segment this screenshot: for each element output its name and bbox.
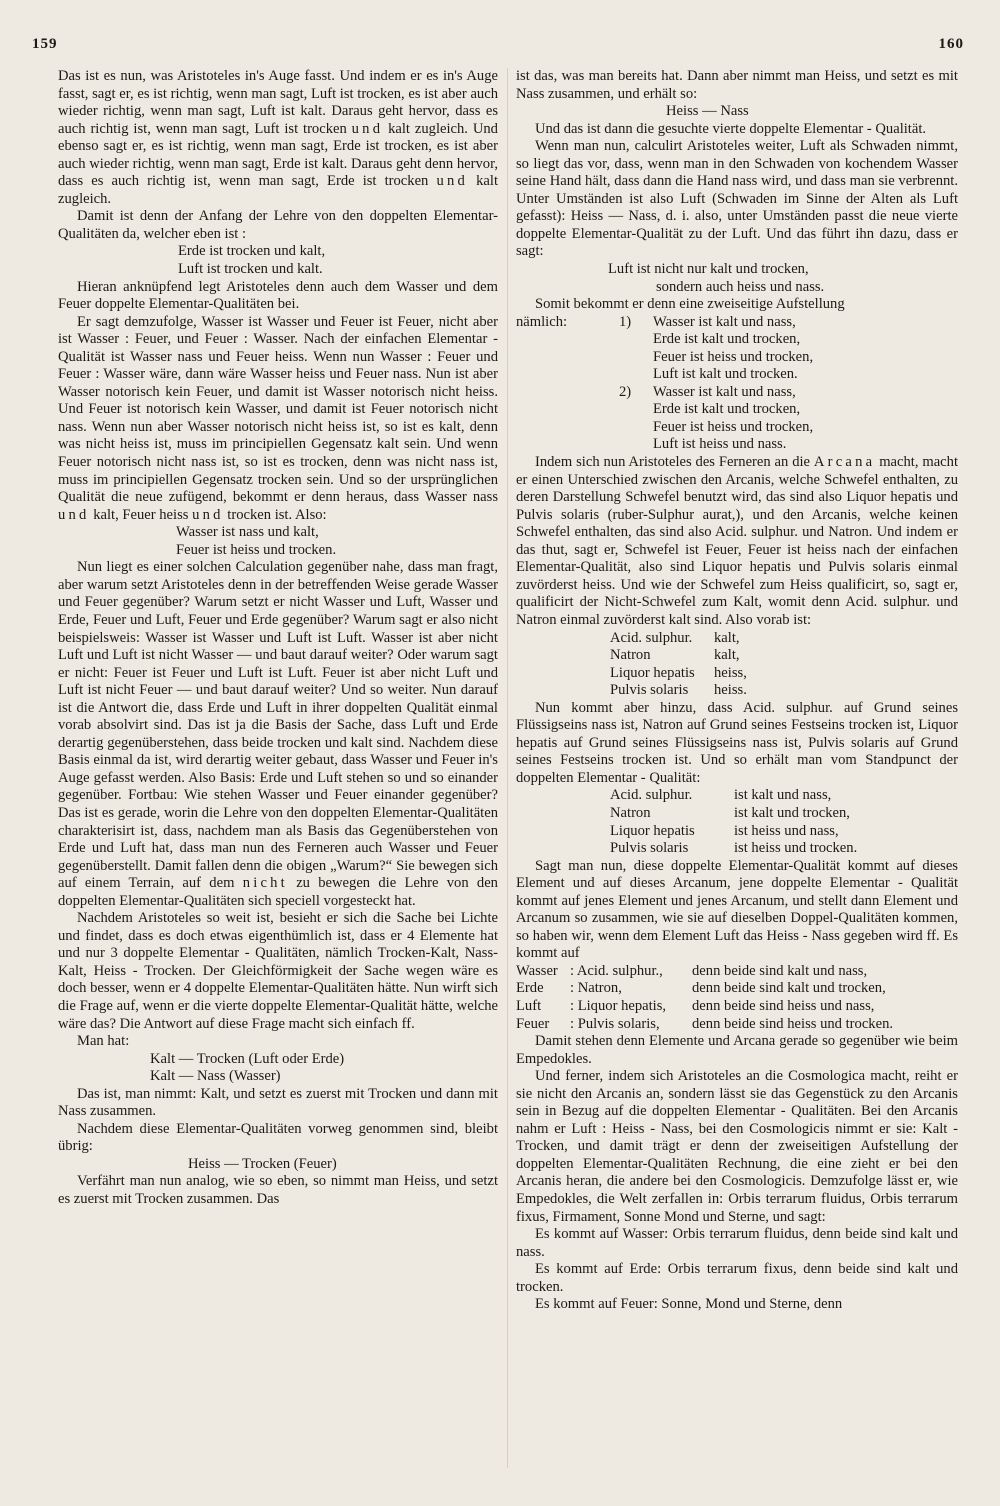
table-cell: : Acid. sulphur., [570, 962, 663, 979]
verse-line: Feuer ist heiss und trocken. [176, 541, 337, 558]
table-cell: ist kalt und nass, [734, 787, 832, 804]
list-number: 2) [619, 383, 632, 400]
paragraph: Nun liegt es einer solchen Calculation gegenüber nahe, dass man fragt, aber warum setzt Aristoteles denn in der betreffenden Weise gerade Wasser und Feuer gegenüber? Warum setzt er nicht Wasser und Luft, Wasser und Erde, Feuer und Luft, Feuer und Erde gegenüber? Warum sagt er also nicht beispielsweis: Wasser ist Wasser und Luft ist Luft. Wasser ist aber nicht Luft und Luft ist nicht Wasser — und baut darauf weiter? Oder warum sagt er nicht: Feuer ist Feuer und Luft ist Luft. Feuer ist aber nicht Luft und Luft ist nicht Feuer — und baut darauf weiter? Und so weiter. Nun darauf ist die Antwort die, dass Erde und Luft in ihrer doppelten Qualität einmal vorab absolvirt sind. Das ist ja die Basis der Sache, dass Luft und Erde derartig gegenüberstehen, dass beide trocken und kalt sind. Nachdem diese Basis einmal da ist, wird derartig weiter gebaut, dass Wasser und Feuer in's Auge gefasst werden. Also Basis: Erde und Luft stehen so und so einander gegenüber. Fortbau: Wie stehen Wasser und Feuer einander gegenüber? Das ist es gerade, worin die Lehre von den doppelten Elementar-Qualitäten charakterisirt ist, dass, nachdem man als Basis das Gegenüberstehen von Erde und Luft hat, dass man nun des Ferneren auch Wasser und Feuer gegenüberstellt. Damit fallen denn die obigen „Warum?“ Sie bewegen sich auf einem Terrain, auf dem nicht zu bewegen die Lehre von den doppelten Elementar-Qualitäten sich speciell vorgesteckt hat. [58, 559, 498, 909]
table-cell: : Pulvis solaris, [570, 1015, 660, 1032]
table-cell: denn beide sind kalt und nass, [692, 962, 868, 979]
spaced-emphasis: und [351, 120, 384, 137]
spaced-emphasis: Arcana [813, 454, 876, 471]
paragraph: Es kommt auf Feuer: Sonne, Mond und Sterne, denn [534, 1296, 843, 1313]
table-doppelte-qualitaet [610, 787, 857, 857]
table-cell: Natron [610, 804, 651, 821]
paragraph: Sagt man nun, diese doppelte Elementar-Qualität kommt auf dieses Element und auf dieses Arcanum, jene doppelte Elementar - Qualität kommt auf jenes Element und jenes Arcanum, und stellt dann Element und Arcanum so zusammen, wie sie auf dieselben Doppel-Qualitäten kommen, so haben wir, wenn dem Element Luft das Heiss - Nass gegeben wird ff. Es kommt auf [516, 857, 958, 962]
list-item: Wasser ist kalt und nass, [653, 313, 796, 330]
paragraph: Es kommt auf Erde: Orbis terrarum fixus, denn beide sind kalt und trocken. [516, 1261, 958, 1295]
page-number-left: 159 [32, 36, 58, 52]
list-item: Luft ist kalt und trocken. [653, 366, 798, 383]
table-element-arcanum [516, 963, 893, 1033]
table-cell: : Liquor hepatis, [570, 997, 667, 1014]
list-item: Luft ist heiss und nass. [653, 436, 787, 453]
paragraph: ist das, was man bereits hat. Dann aber nimmt man Heiss, und setzt es mit Nass zusammen, und erhält so: [516, 68, 958, 102]
list-item: Feuer ist heiss und trocken, [653, 348, 814, 365]
paragraph: Er sagt demzufolge, Wasser ist Wasser und Feuer ist Feuer, nicht aber ist Wasser : Feuer, und Feuer : Wasser. Nach der einfachen Elementar - Qualität ist Wasser nass und Feuer heiss. Wenn nun Wasser : Feuer und Feuer : Wasser wäre, dann wäre Wasser heiss und Feuer nass. Nun ist aber Wasser notorisch kein Feuer, und damit ist Wasser notorisch nicht heiss. Und Feuer ist notorisch kein Wasser, und damit ist Feuer notorisch nicht nass. Wenn nun aber Wasser notorisch nicht heiss ist, so ist es kalt, denn was nicht heiss ist, muss im principiellen Gegensatz kalt sein. Und wenn Feuer notorisch nicht nass ist, so ist es trocken, denn was nicht nass ist, muss im principiellen Gegensatz trocken sein. Und so der ursprünglichen Qualität die neue zufügend, bekommt er denn heraus, dass Wasser nass und kalt, Feuer heiss und trocken ist. Also: [58, 313, 498, 523]
table-cell: Liquor hepatis [610, 822, 695, 839]
table-cell: Pulvis solaris [610, 682, 689, 699]
paragraph: Hieran anknüpfend legt Aristoteles denn auch dem Wasser und dem Feuer doppelte Elementar-Qualitäten bei. [58, 278, 498, 313]
paragraph: Und das ist dann die gesuchte vierte doppelte Elementar - Qualität. [534, 120, 927, 137]
table-cell: ist heiss und trocken. [734, 840, 858, 857]
list-item: Wasser ist kalt und nass, [653, 383, 796, 400]
verse-line: Erde ist trocken und kalt, [178, 243, 326, 260]
verse-line: sondern auch heiss und nass. [656, 278, 825, 295]
table-cell: kalt, [714, 629, 740, 646]
list-label: nämlich: [516, 313, 568, 330]
paragraph: Verfährt man nun analog, wie so eben, so nimmt man Heiss, und setzt es zuerst mit Trocken zusammen. Das [58, 1173, 498, 1207]
left-column [58, 68, 498, 1209]
list-item: Erde ist kalt und trocken, [653, 401, 801, 418]
table-cell: Acid. sulphur. [610, 787, 693, 804]
table-cell: Luft [516, 997, 542, 1014]
paragraph: Das ist es nun, was Aristoteles in's Auge fasst. Und indem er es in's Auge fasst, sagt er, es ist richtig, wenn man sagt, Luft ist trocken, es ist aber auch wieder richtig, wenn man sagt, Luft ist kalt. Daraus geht hervor, dass es auch richtig ist, wenn man sagt, Luft ist trocken und kalt zugleich. Und ebenso sagt er, es ist richtig, wenn man sagt, Erde ist trocken, es ist aber auch wieder richtig, wenn man sagt, Erde ist kalt. Daraus geht denn hervor, dass es auch richtig ist, wenn man sagt, Erde ist trocken und kalt zugleich. [58, 68, 498, 207]
table-cell: denn beide sind heiss und nass, [692, 997, 875, 1014]
table-cell: denn beide sind kalt und trocken, [692, 980, 886, 997]
paragraph: Das ist, man nimmt: Kalt, und setzt es zuerst mit Trocken und dann mit Nass zusammen. [58, 1085, 498, 1120]
page-number-right: 160 [938, 36, 964, 52]
table-cell: heiss. [714, 682, 747, 699]
column-gutter [507, 68, 508, 1468]
verse-line: Heiss — Nass [666, 103, 749, 120]
list-item: Erde ist kalt und trocken, [653, 331, 801, 348]
table-cell: denn beide sind heiss und trocken. [692, 1015, 894, 1032]
spaced-emphasis: und [436, 173, 468, 190]
paragraph: Nun kommt aber hinzu, dass Acid. sulphur. auf Grund seines Flüssigseins nass ist, Natron auf Grund seines Festseins trocken ist, Liquor hepatis auf Grund seines Flüssigseins nass ist, Pulvis solaris auf Grund seines Festseins trocken ist. Und so erhält man vom Standpunct der doppelten Elementar - Qualität: [516, 699, 958, 786]
spaced-emphasis: und [58, 506, 90, 523]
table-vorab [610, 630, 747, 700]
table-cell: Wasser [516, 962, 558, 979]
paragraph: Nachdem diese Elementar-Qualitäten vorweg genommen sind, bleibt übrig: [58, 1120, 498, 1155]
table-cell: ist kalt und trocken, [734, 804, 850, 821]
table-cell: kalt, [714, 647, 740, 664]
verse-line: Luft ist nicht nur kalt und trocken, [608, 261, 809, 278]
paragraph: Damit ist denn der Anfang der Lehre von den doppelten Elementar-Qualitäten da, welcher eben ist : [58, 208, 498, 242]
verse-line: Luft ist trocken und kalt. [178, 261, 323, 278]
table-cell: Feuer [516, 1015, 550, 1032]
list-number: 1) [619, 313, 632, 330]
table-cell: Erde [516, 980, 544, 997]
verse-line: Heiss — Trocken (Feuer) [188, 1155, 337, 1172]
paragraph: Und ferner, indem sich Aristoteles an die Cosmologica macht, reiht er sie nicht den Arcanis an, sondern lässt sie das Gegenstück zu den Arcanis sein in Bezug auf die doppelten Elementar - Qualitäten. Bei den Arcanis nahm er Luft : Heiss - Nass, bei den Cosmologicis nimmt er sie: Kalt - Trocken, und damit trägt er denn der zweiseitigen Aufstellung der doppelten Elementar-Qualitäten Rechnung, die eine zieht er bei den Arcanis heran, die andere bei den Cosmologicis. Demzufolge lässt er, wie Empedokles, die Welt zerfallen in: Orbis terrarum fluidus, Orbis terrarum fixus, Firmament, Sonne Mond und Sterne, und sagt: [516, 1068, 958, 1225]
spaced-emphasis: und [192, 506, 224, 523]
verse-line: Somit bekommt er denn eine zweiseitige Aufstellung [535, 296, 845, 313]
verse-line: Wasser ist nass und kalt, [176, 524, 319, 541]
table-cell: Acid. sulphur. [610, 629, 693, 646]
table-cell: Natron [610, 647, 651, 664]
paragraph: Es kommt auf Wasser: Orbis terrarum fluidus, denn beide sind kalt und nass. [516, 1226, 958, 1260]
table-cell: : Natron, [570, 980, 622, 997]
verse-line: Kalt — Trocken (Luft oder Erde) [150, 1050, 345, 1067]
table-cell: Pulvis solaris [610, 840, 689, 857]
table-cell: ist heiss und nass, [734, 822, 839, 839]
paragraph: Wenn man nun, calculirt Aristoteles weiter, Luft als Schwaden nimmt, so liegt das vor, dass, wenn man in den Schwaden von kochendem Wasser seine Hand hält, dass dann die Hand nass wird, und dass man sie verbrennt. Unter Umständen ist also Luft (Schwaden im Sinne der Alten als Luft gefasst): Heiss — Nass, d. i. also, unter Umständen passt die neue vierte doppelte Elementar-Qualität zu der Luft. Und das führt ihn dazu, dass er sagt: [516, 138, 958, 260]
paragraph: Damit stehen denn Elemente und Arcana gerade so gegenüber wie beim Empedokles. [516, 1033, 958, 1067]
paragraph: Nachdem Aristoteles so weit ist, besieht er sich die Sache bei Lichte und findet, dass es doch etwas eigenthümlich ist, dass er 4 Elemente hat und nur 3 doppelte Elementar - Qualitäten, nämlich Trocken-Kalt, Nass-Kalt, Heiss - Trocken. Der Gleichförmigkeit der Sache wegen wäre es doch besser, wenn er 4 doppelte Elementar-Qualitäten hätte. Nun wirft sich die Frage auf, wenn er die vierte doppelte Elementar-Qualität hätte, welche wäre das? Die Antwort auf diese Frage macht sich einfach ff. [58, 910, 498, 1032]
paragraph: Indem sich nun Aristoteles des Ferneren an die Arcana macht, macht er einen Unterschied zwischen den Arcanis, welche Schwefel enthalten, zu deren Darstellung Schwefel benutzt wird, das sind also Liquor hepatis und Pulvis solaris (ruber-Sulphur aurat,), und den Arcanis, welche keinen Schwefel enthalten, das sind also Acid. sulphur. und Natron. Und indem er das thut, sagt er, Schwefel ist Feuer, Feuer ist heiss nach der einfachen Elementar-Qualität, also sind Liquor hepatis und Pulvis solaris einmal zuvörderst heiss. Und wie der Schwefel zum Heiss qualificirt, so, sagt er, qualificirt der Nicht-Schwefel zum Kalt, womit denn Acid. sulphur. und Natron einmal zuvörderst kalt sind. Also vorab ist: [516, 454, 959, 628]
paragraph: Man hat: [76, 1033, 130, 1050]
spaced-emphasis: nicht [242, 875, 288, 892]
right-column [516, 68, 958, 1314]
table-cell: heiss, [714, 664, 747, 681]
list-1 [516, 314, 813, 454]
list-item: Feuer ist heiss und trocken, [653, 418, 814, 435]
verse-line: Kalt — Nass (Wasser) [150, 1068, 281, 1085]
table-cell: Liquor hepatis [610, 664, 695, 681]
